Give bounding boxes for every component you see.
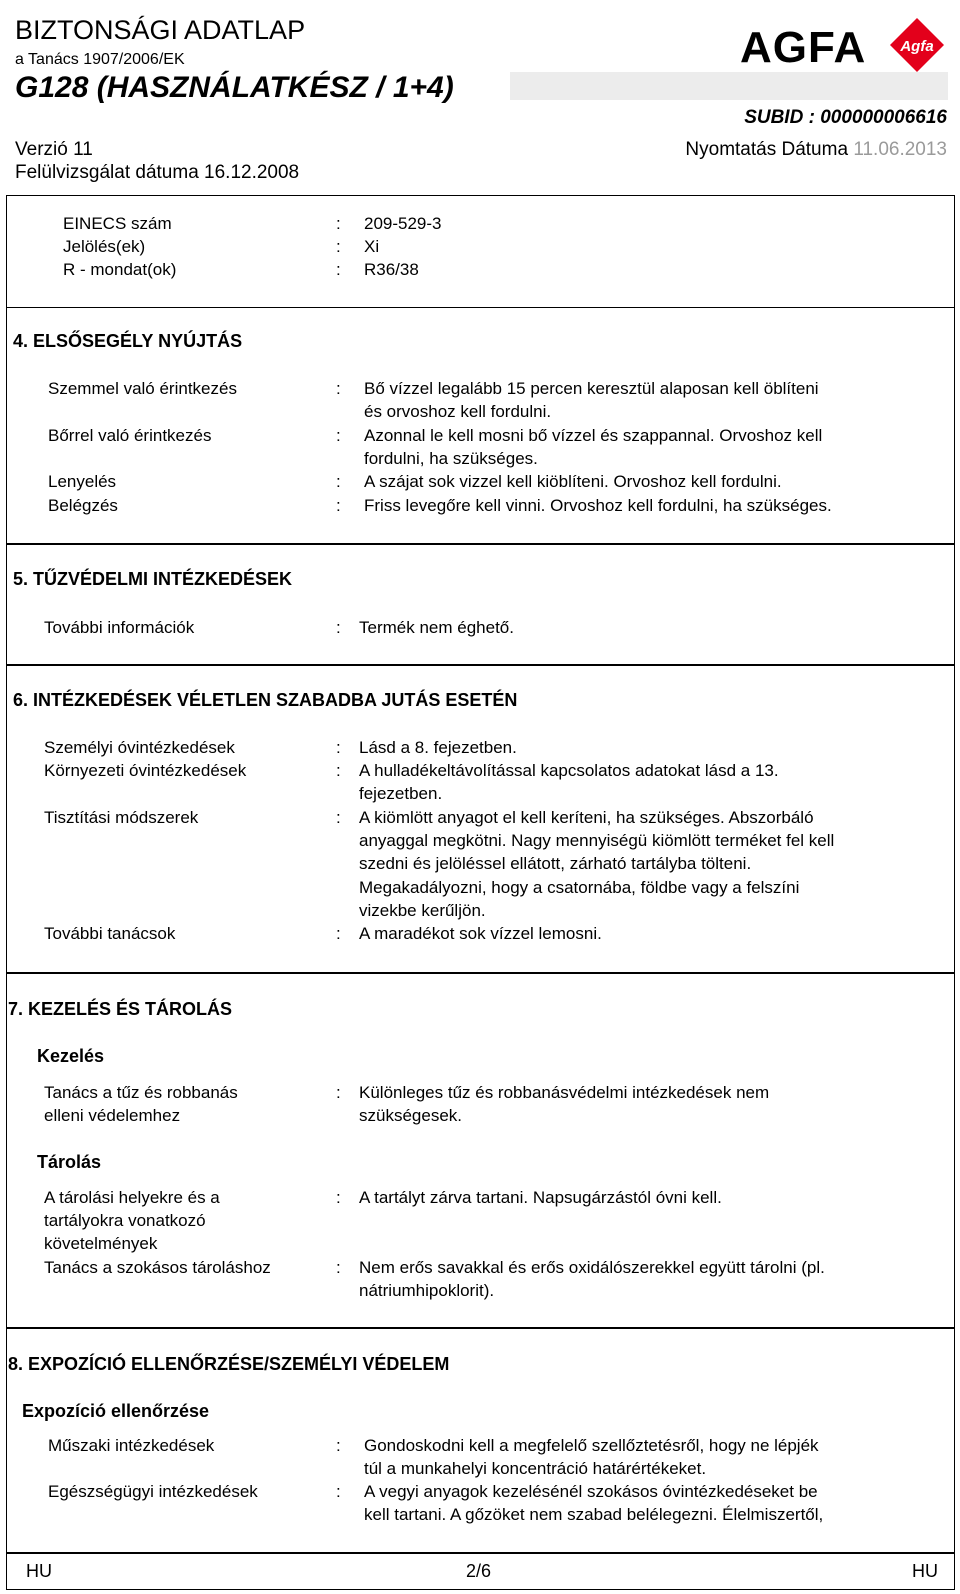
colon: : <box>336 924 341 943</box>
header-band <box>510 72 948 100</box>
first-aid-skin-text: Azonnal le kell mosni bő vízzel és szappannal. Orvoshoz kell <box>364 426 823 445</box>
section-7-title: 7. KEZELÉS ÉS TÁROLÁS <box>8 999 233 1019</box>
colon: : <box>336 214 341 233</box>
colon: : <box>336 738 341 757</box>
agfa-logo-mark: Agfa <box>900 38 934 55</box>
divider <box>6 1552 955 1554</box>
cleanup-methods-text: vizekbe kerűljön. <box>359 901 486 920</box>
storage-requirements-label: tartályokra vonatkozó <box>44 1211 206 1230</box>
version: Verzió 11 <box>15 139 93 160</box>
engineering-measures-label: Műszaki intézkedések <box>48 1436 215 1455</box>
print-date-label: Nyomtatás Dátuma <box>685 139 849 160</box>
engineering-measures-text: Gondoskodni kell a megfelelő szellőztetésről, hogy ne lépjék <box>364 1436 819 1455</box>
symbol-label: Jelölés(ek) <box>63 237 146 256</box>
storage-subtitle: Tárolás <box>37 1152 102 1172</box>
cleanup-methods-text: anyaggal megkötni. Nagy mennyiségü kiömlött terméket fel kell <box>359 831 835 850</box>
section-4-title: 4. ELSŐSEGÉLY NYÚJTÁS <box>13 331 243 351</box>
further-advice-text: A maradékot sok vízzel lemosni. <box>359 924 602 943</box>
colon: : <box>336 808 341 827</box>
cleanup-methods-text: szedni és jelöléssel ellátott, zárható tartályba tölteni. <box>359 854 752 873</box>
colon: : <box>336 379 341 398</box>
print-date-value: 11.06.2013 <box>853 139 947 160</box>
exposure-controls-subtitle: Expozíció ellenőrzése <box>22 1401 210 1421</box>
colon: : <box>336 1482 341 1501</box>
first-aid-inhalation-text: Friss levegőre kell vinni. Orvoshoz kell fordulni, ha szükséges. <box>364 496 832 515</box>
document-type: BIZTONSÁGI ADATLAP <box>15 15 306 45</box>
first-aid-ingestion-label: Lenyelés <box>48 472 117 491</box>
hygiene-measures-text: kell tartani. A gőzöket nem szabad belélegezni. Élelmiszertől, <box>364 1505 824 1524</box>
storage-requirements-text: A tartályt zárva tartani. Napsugárzástól óvni kell. <box>359 1188 722 1207</box>
r-phrase-value: R36/38 <box>364 260 419 279</box>
colon: : <box>336 1188 341 1207</box>
colon: : <box>336 618 341 637</box>
cleanup-methods-text: A kiömlött anyagot el kell keríteni, ha szükséges. Abszorbáló <box>359 808 814 827</box>
review-date: Felülvizsgálat dátuma 16.12.2008 <box>15 162 300 183</box>
storage-advice-text: Nem erős savakkal és erős oxidálószerekkel együtt tárolni (pl. <box>359 1258 825 1277</box>
storage-advice-label: Tanács a szokásos tároláshoz <box>44 1258 271 1277</box>
divider <box>6 664 955 666</box>
fire-protection-label: Tanács a tűz és robbanás <box>44 1083 238 1102</box>
section-5-title: 5. TŰZVÉDELMI INTÉZKEDÉSEK <box>13 569 293 589</box>
colon: : <box>336 237 341 256</box>
hygiene-measures-text: A vegyi anyagok kezelésénél szokásos óvintézkedéseket be <box>364 1482 818 1501</box>
einecs-label: EINECS szám <box>63 214 172 233</box>
regulation: a Tanács 1907/2006/EK <box>15 51 185 68</box>
colon: : <box>336 260 341 279</box>
page-number: 2/6 <box>466 1561 492 1581</box>
fire-protection-text: Különleges tűz és robbanásvédelmi intézkedések nem <box>359 1083 770 1102</box>
storage-advice-text: nátriumhipoklorit). <box>359 1281 495 1300</box>
fire-protection-text: szükségesek. <box>359 1106 462 1125</box>
first-aid-skin-label: Bőrrel való érintkezés <box>48 426 212 445</box>
divider <box>6 972 955 974</box>
environmental-precautions-text: fejezetben. <box>359 784 443 803</box>
environmental-precautions-text: A hulladékeltávolítással kapcsolatos adatokat lásd a 13. <box>359 761 779 780</box>
personal-precautions-label: Személyi óvintézkedések <box>44 738 235 757</box>
colon: : <box>336 1083 341 1102</box>
einecs-value: 209-529-3 <box>364 214 442 233</box>
cleanup-methods-label: Tisztítási módszerek <box>44 808 199 827</box>
colon: : <box>336 1258 341 1277</box>
colon: : <box>336 1436 341 1455</box>
r-phrase-label: R - mondat(ok) <box>63 260 177 279</box>
print-date <box>685 138 947 162</box>
divider <box>6 543 955 545</box>
first-aid-ingestion-text: A szájat sok vizzel kell kiöblíteni. Orvoshoz kell fordulni. <box>364 472 782 491</box>
colon: : <box>336 426 341 445</box>
section-6-title: 6. INTÉZKEDÉSEK VÉLETLEN SZABADBA JUTÁS ESETÉN <box>13 690 518 710</box>
first-aid-inhalation-label: Belégzés <box>48 496 118 515</box>
hygiene-measures-label: Egészségügyi intézkedések <box>48 1482 258 1501</box>
first-aid-eye-text: és orvoshoz kell fordulni. <box>364 402 552 421</box>
footer-language-right: HU <box>912 1561 938 1581</box>
storage-requirements-label: A tárolási helyekre és a <box>44 1188 220 1207</box>
agfa-logo <box>740 16 950 72</box>
fire-protection-label: elleni védelemhez <box>44 1106 181 1125</box>
handling-subtitle: Kezelés <box>37 1046 105 1066</box>
fire-info-label: További információk <box>44 618 195 637</box>
product-name: G128 (HASZNÁLATKÉSZ / 1+4) <box>15 71 454 104</box>
fire-info-text: Termék nem éghető. <box>359 618 514 637</box>
environmental-precautions-label: Környezeti óvintézkedések <box>44 761 247 780</box>
colon: : <box>336 761 341 780</box>
storage-requirements-label: követelmények <box>44 1234 158 1253</box>
first-aid-eye-text: Bő vízzel legalább 15 percen keresztül alaposan kell öblíteni <box>364 379 819 398</box>
subid: SUBID : 000000006616 <box>744 107 947 128</box>
further-advice-label: További tanácsok <box>44 924 176 943</box>
first-aid-eye-label: Szemmel való érintkezés <box>48 379 237 398</box>
agfa-logo-wordmark: AGFA <box>740 23 867 72</box>
divider <box>6 1327 955 1329</box>
cleanup-methods-text: Megakadályozni, hogy a csatornába, földbe vagy a felszíni <box>359 878 800 897</box>
symbol-value: Xi <box>364 237 380 256</box>
engineering-measures-text: túl a munkahelyi koncentráció határértékeket. <box>364 1459 707 1478</box>
colon: : <box>336 472 341 491</box>
section-8-title: 8. EXPOZÍCIÓ ELLENŐRZÉSE/SZEMÉLYI VÉDELEM <box>8 1354 450 1374</box>
footer-language-left: HU <box>26 1561 52 1581</box>
first-aid-skin-text: fordulni, ha szükséges. <box>364 449 538 468</box>
colon: : <box>336 496 341 515</box>
personal-precautions-text: Lásd a 8. fejezetben. <box>359 738 517 757</box>
